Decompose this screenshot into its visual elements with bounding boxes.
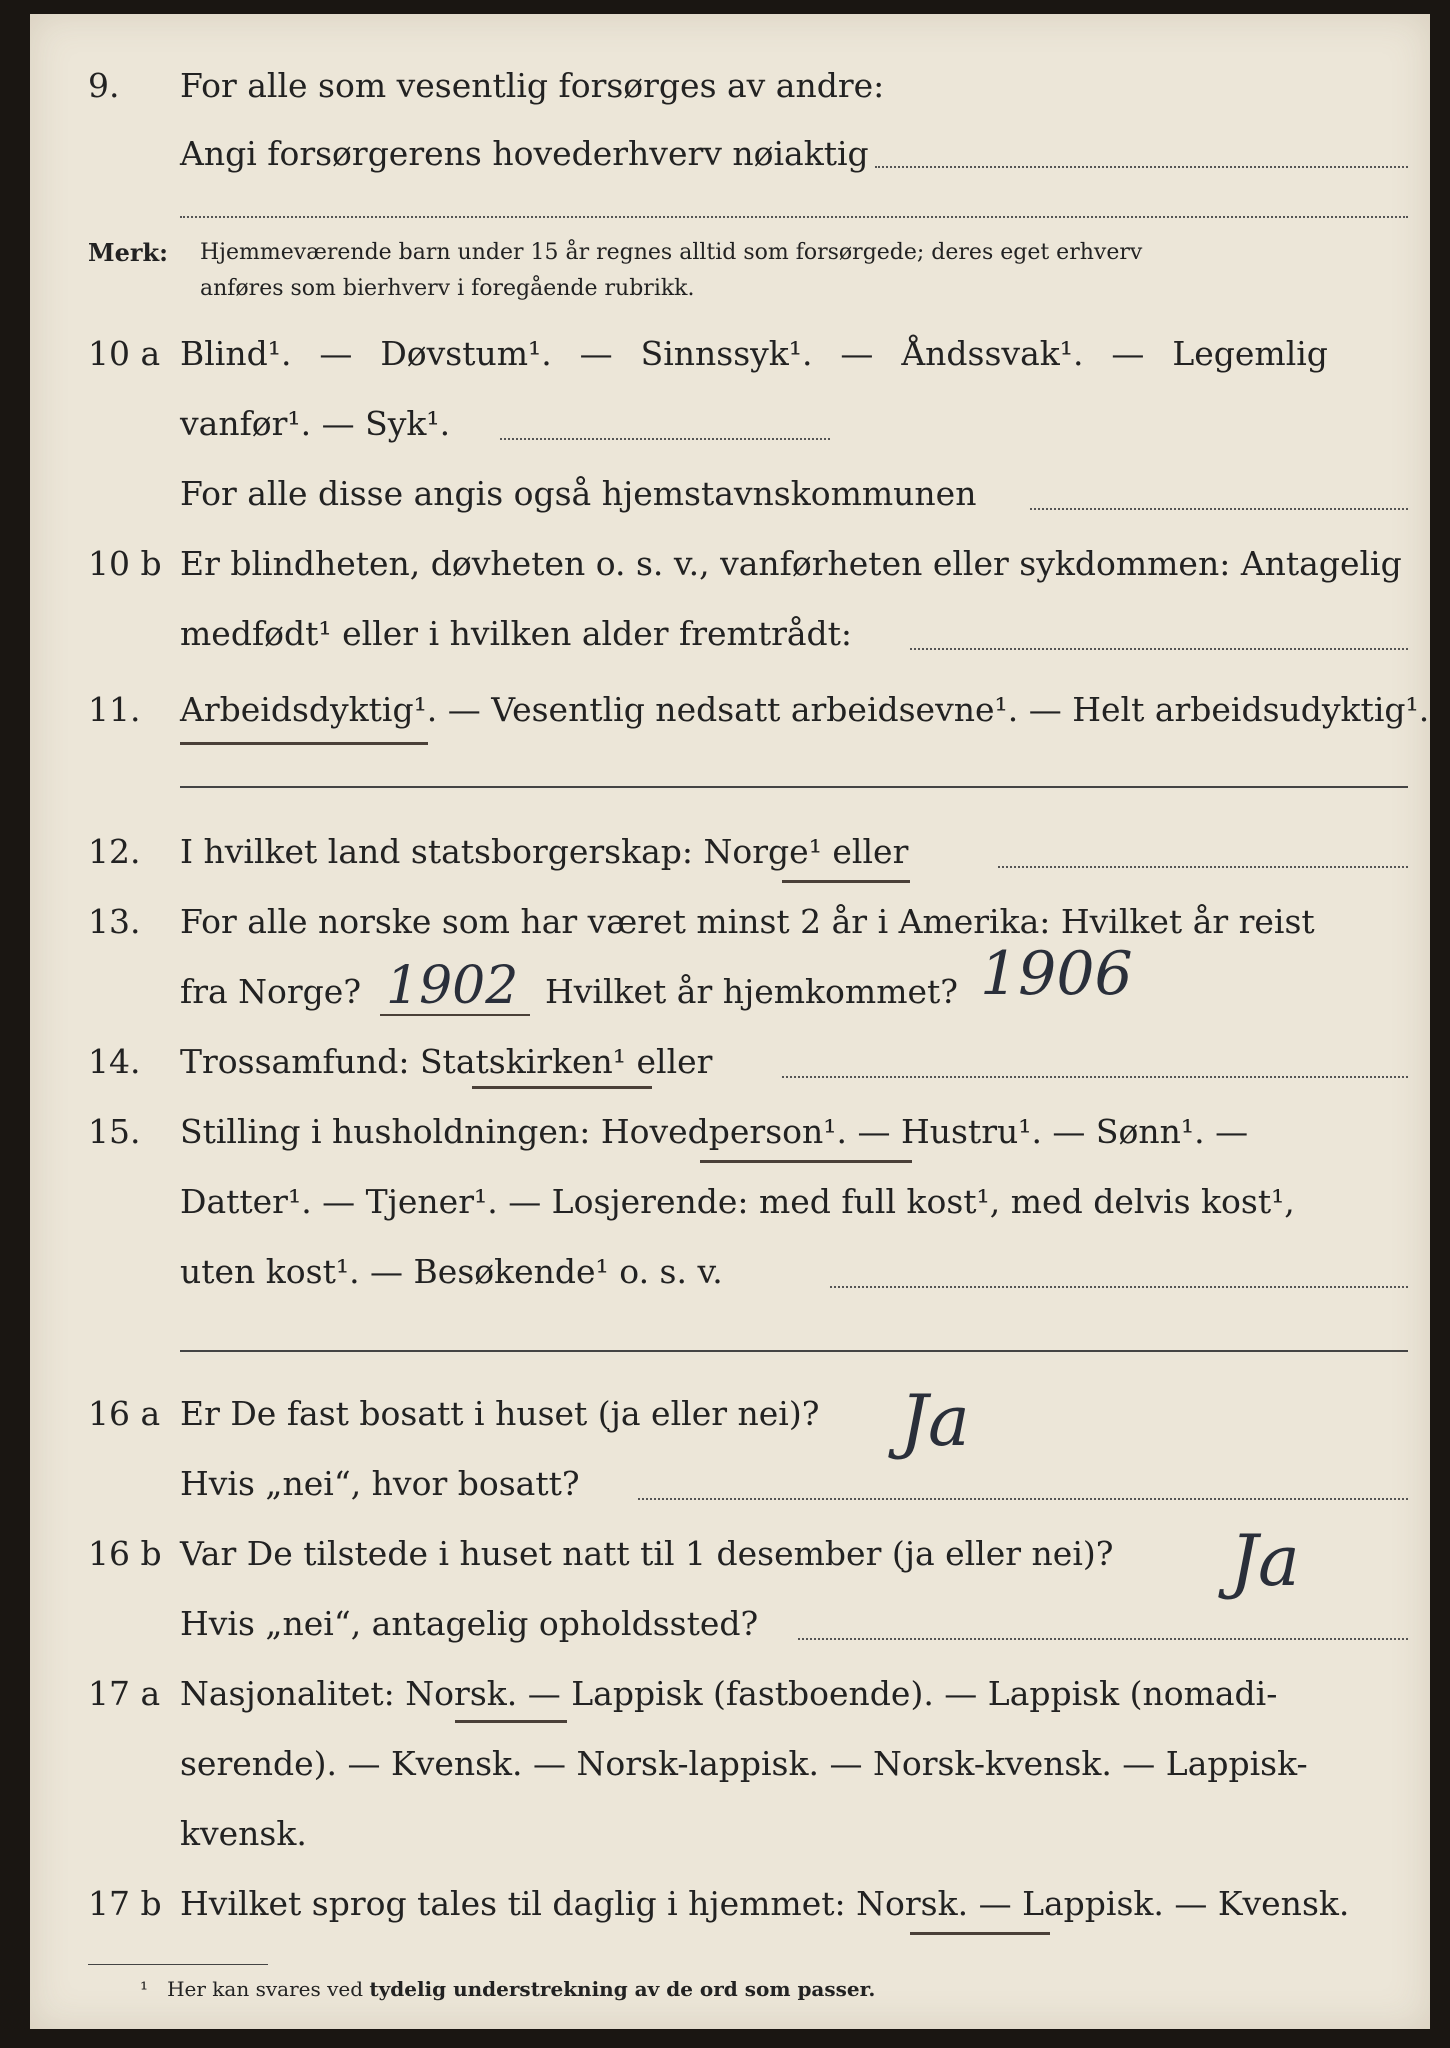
q17b-underline-mark xyxy=(910,1932,1050,1935)
q16a-answer-line[interactable] xyxy=(638,1498,1408,1500)
q10a-opt-8: Legemlig xyxy=(1172,334,1328,373)
q10a-options xyxy=(180,326,1328,382)
q14-post: ¹ eller xyxy=(612,1042,713,1081)
q10b-text-2: medfødt¹ eller i hvilken alder fremtrådt: xyxy=(180,614,853,653)
q14-line xyxy=(30,1034,1430,1090)
q14-answer-line[interactable] xyxy=(782,1076,1408,1078)
q9-answer-line[interactable] xyxy=(875,166,1408,168)
q9-line2 xyxy=(30,126,1430,182)
q16a-text-2: Hvis „nei“, hvor bosatt? xyxy=(180,1464,580,1503)
q12-opt-norge[interactable]: Norge xyxy=(703,832,809,871)
q16b-handwritten-answer: Ja xyxy=(1230,1520,1300,1602)
q16a-handwritten-answer: Ja xyxy=(900,1380,970,1462)
q16b-answer-line[interactable] xyxy=(798,1638,1408,1640)
q11-opt-arbeidsdyktig[interactable]: Arbeidsdyktig xyxy=(180,690,414,729)
q17b-rest: — Lappisk. — Kvensk. xyxy=(978,1884,1350,1923)
q10a-sep-1: — xyxy=(319,334,353,373)
q13-line1 xyxy=(30,894,1430,950)
q15-opt-hovedperson[interactable]: Hovedperson xyxy=(600,1112,824,1151)
q17a-line1 xyxy=(30,1666,1430,1722)
q11-underline-mark xyxy=(180,742,428,745)
q10a-text-3: For alle disse angis også hjemstavnskommunen xyxy=(180,474,977,513)
q10b-answer-line[interactable] xyxy=(910,648,1408,650)
q9-number: 9. xyxy=(88,66,120,105)
q14-opt-statskirken[interactable]: Statskirken xyxy=(419,1042,613,1081)
q14-underline-mark xyxy=(472,1086,652,1089)
q14-prompt: Trossamfund: xyxy=(180,1042,410,1081)
q9-text: For alle som vesentlig forsørges av andre: xyxy=(180,66,885,105)
q14-number: 14. xyxy=(88,1042,141,1081)
footnote-rule xyxy=(88,1964,268,1965)
q17b-prompt: Hvilket sprog tales til daglig i hjemmet: xyxy=(180,1884,846,1923)
q12-post: ¹ eller xyxy=(808,832,909,871)
q13-number: 13. xyxy=(88,902,141,941)
q16b-number: 16 b xyxy=(88,1534,162,1573)
q10a-line3 xyxy=(30,466,1430,522)
q9-prompt: Angi forsørgerens hovederhverv nøiaktig xyxy=(180,134,869,173)
q16a-text-1: Er De fast bosatt i huset (ja eller nei)? xyxy=(180,1394,820,1433)
q11-line xyxy=(30,682,1430,738)
q10a-sep-5: — xyxy=(840,334,874,373)
q15-line2 xyxy=(30,1174,1430,1230)
q13-handwritten-left-year: 1902 xyxy=(386,956,519,1016)
footnote-bold-text: tydelig understrekning av de ord som passer. xyxy=(369,1977,876,2001)
merk-text-1: Hjemmeværende barn under 15 år regnes alltid som forsørgede; deres eget erhverv xyxy=(200,240,1143,265)
q11-rest: ¹. — Vesentlig nedsatt arbeidsevne¹. — Helt arbeidsudyktig¹. xyxy=(413,690,1430,729)
q10b-line1 xyxy=(30,536,1430,592)
q16a-number: 16 a xyxy=(88,1394,161,1433)
merk-line1 xyxy=(30,236,1430,270)
q13-prompt-right: Hvilket år hjemkommet? xyxy=(545,972,958,1011)
q17a-text-2: serende). — Kvensk. — Norsk-lappisk. — Norsk-kvensk. — Lappisk- xyxy=(180,1744,1308,1783)
q10a-opt-4: Sinnssyk¹. xyxy=(640,334,813,373)
q10a-sep-7: — xyxy=(1111,334,1145,373)
footnote xyxy=(30,1972,1430,2006)
q15-answer-line[interactable] xyxy=(830,1286,1408,1288)
q10a-sep-3: — xyxy=(579,334,613,373)
q10a-line1 xyxy=(30,326,1430,382)
q15-text-2: Datter¹. — Tjener¹. — Losjerende: med full kost¹, med delvis kost¹, xyxy=(180,1182,1295,1221)
q12-prompt: I hvilket land statsborgerskap: xyxy=(180,832,694,871)
q10a-answer-line[interactable] xyxy=(500,438,830,440)
q16a-line1 xyxy=(30,1386,1430,1442)
q12-line xyxy=(30,824,1430,880)
q17a-line2 xyxy=(30,1736,1430,1792)
q17a-rest-1: — Lappisk (fastboende). — Lappisk (nomadi- xyxy=(527,1674,1278,1713)
q16a-line2 xyxy=(30,1456,1430,1512)
q12-answer-line[interactable] xyxy=(998,866,1408,868)
footnote-text: Her kan svares ved xyxy=(167,1977,364,2001)
q10a-line2 xyxy=(30,396,1430,452)
q11-number: 11. xyxy=(88,690,141,729)
q13-text-1: For alle norske som har været minst 2 år i Amerika: Hvilket år reist xyxy=(180,902,1315,941)
census-form-page xyxy=(30,14,1430,2029)
q10b-line2 xyxy=(30,606,1430,662)
q10a-number: 10 a xyxy=(88,334,161,373)
q10a-opt-6: Åndssvak¹. xyxy=(901,334,1084,373)
q17b-line xyxy=(30,1876,1430,1932)
footnote-mark: ¹ xyxy=(140,1977,149,2001)
q15-underline-mark xyxy=(700,1160,912,1163)
q15-number: 15. xyxy=(88,1112,141,1151)
merk-label: Merk: xyxy=(88,238,168,267)
q12-underline-mark xyxy=(782,880,910,883)
q17a-opt-norsk[interactable]: Norsk. xyxy=(405,1674,518,1713)
q15-rest-1: ¹. — Hustru¹. — Sønn¹. — xyxy=(823,1112,1249,1151)
q10b-number: 10 b xyxy=(88,544,162,583)
q15-prompt: Stilling i husholdningen: xyxy=(180,1112,591,1151)
q13-prompt-left: fra Norge? xyxy=(180,972,362,1011)
q9-line1 xyxy=(30,58,1430,114)
q10b-text-1: Er blindheten, døvheten o. s. v., vanførheten eller sykdommen: Antagelig xyxy=(180,544,1402,583)
q17a-text-3: kvensk. xyxy=(180,1814,307,1853)
q10a-opt-2: Døvstum¹. xyxy=(380,334,552,373)
q9-answer-line-2[interactable] xyxy=(180,216,1408,218)
q17a-number: 17 a xyxy=(88,1674,161,1713)
section-divider-1 xyxy=(180,786,1408,788)
q17b-number: 17 b xyxy=(88,1884,162,1923)
q17a-prompt: Nasjonalitet: xyxy=(180,1674,395,1713)
q10a-hometown-line[interactable] xyxy=(1030,508,1408,510)
q17a-line3 xyxy=(30,1806,1430,1862)
q16b-line2 xyxy=(30,1596,1430,1652)
merk-line2 xyxy=(30,272,1430,306)
q15-line1 xyxy=(30,1104,1430,1160)
q15-text-3: uten kost¹. — Besøkende¹ o. s. v. xyxy=(180,1252,723,1291)
q16b-text-1: Var De tilstede i huset natt til 1 desember (ja eller nei)? xyxy=(180,1534,1114,1573)
q17b-opt-norsk[interactable]: Norsk. xyxy=(856,1884,969,1923)
q17a-underline-mark xyxy=(455,1720,567,1723)
section-divider-2 xyxy=(180,1350,1408,1352)
q12-number: 12. xyxy=(88,832,141,871)
q13-handwritten-return-year: 1906 xyxy=(980,939,1133,1009)
q15-line3 xyxy=(30,1244,1430,1300)
q13-left-year-line xyxy=(380,1014,530,1016)
q13-line2 xyxy=(30,964,1430,1020)
q11-text xyxy=(180,682,1429,738)
q10a-opt-0: Blind¹. xyxy=(180,334,292,373)
q16b-text-2: Hvis „nei“, antagelig opholdssted? xyxy=(180,1604,759,1643)
q16b-line1 xyxy=(30,1526,1430,1582)
q10a-text-2: vanfør¹. — Syk¹. xyxy=(180,404,451,443)
merk-text-2: anføres som bierhverv i foregående rubrikk. xyxy=(200,276,695,301)
